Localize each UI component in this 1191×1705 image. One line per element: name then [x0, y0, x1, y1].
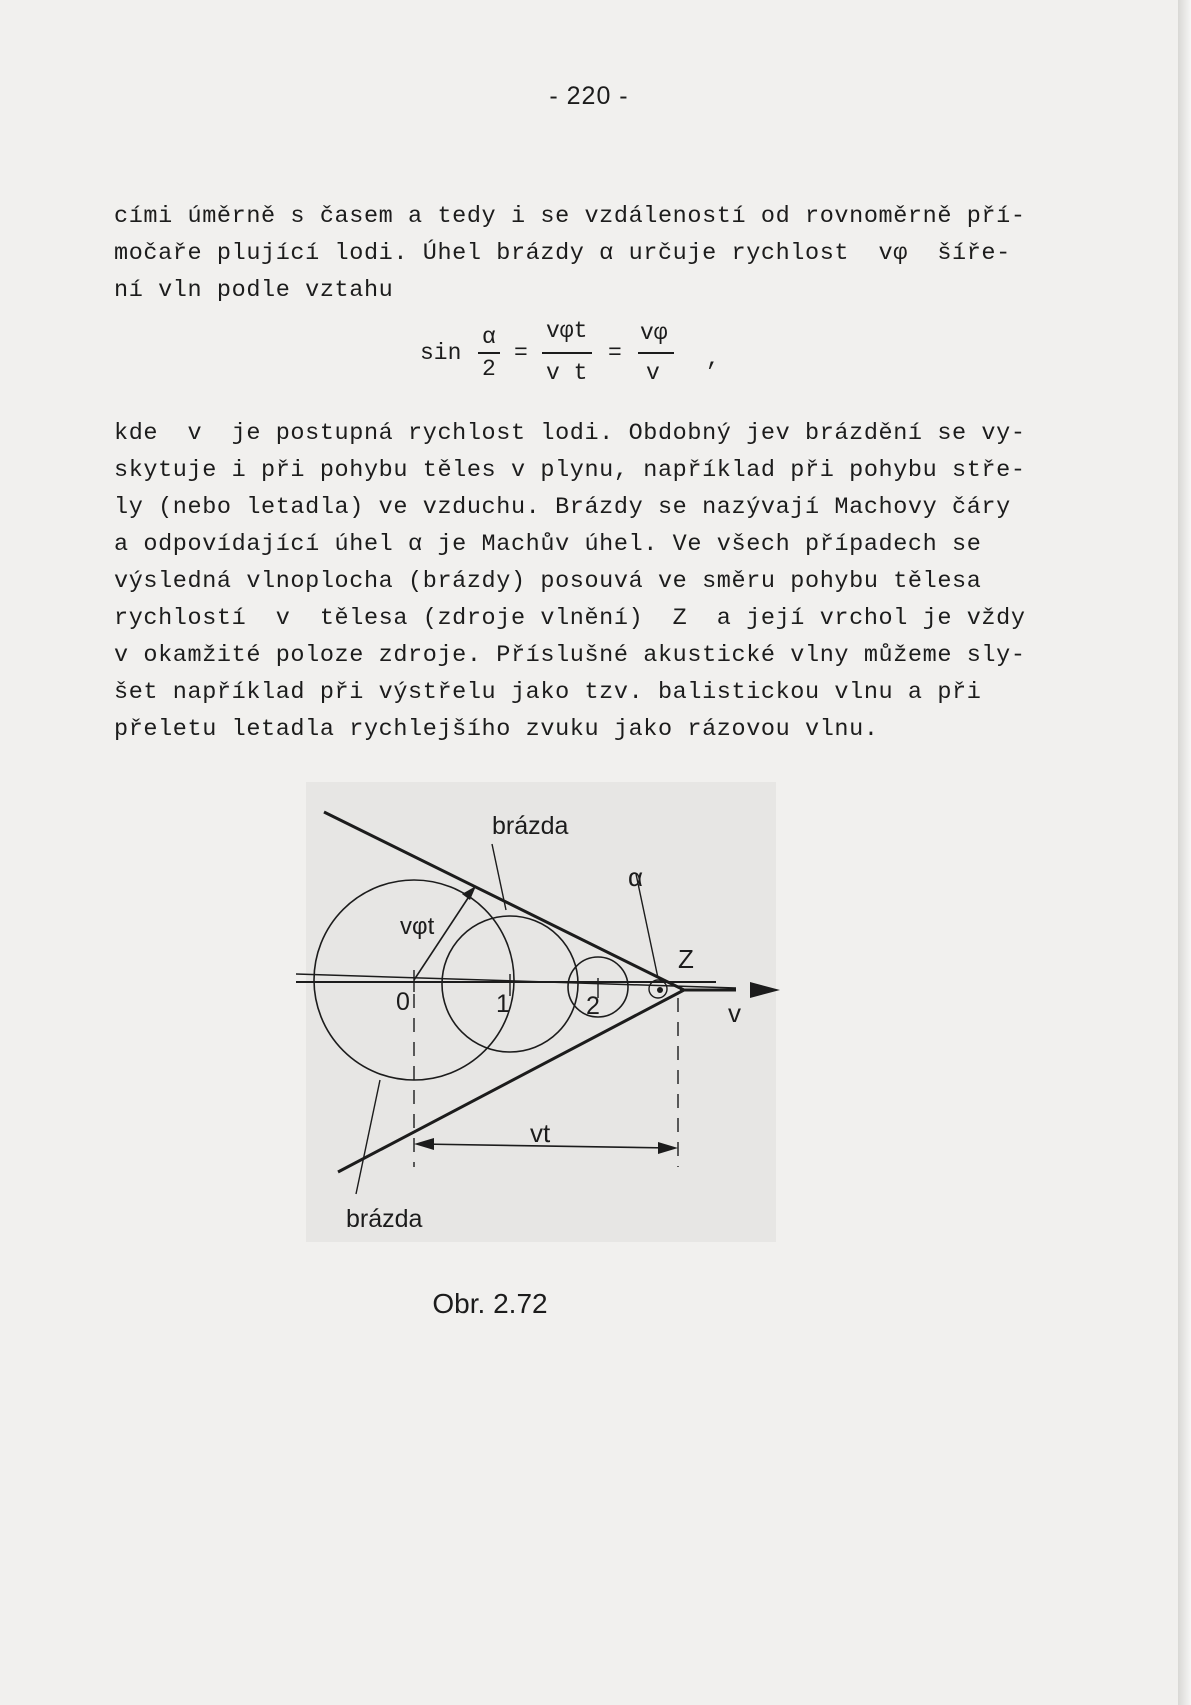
label-brazda-top: brázda — [492, 812, 569, 840]
text-line: močaře plující lodi. Úhel brázdy α určuje rychlost vφ šíře- — [114, 240, 1011, 267]
fraction-bar — [542, 352, 592, 354]
mach-cone-diagram — [296, 782, 816, 1252]
figure-background — [306, 782, 776, 1242]
formula-eq2: = — [608, 340, 622, 366]
formula-eq1: = — [514, 340, 528, 366]
fraction-bar — [638, 352, 674, 354]
formula-num1: vφt — [546, 318, 588, 344]
page-number: - 220 - — [549, 82, 629, 110]
text-line: a odpovídající úhel α je Machův úhel. Ve všech případech se — [114, 531, 982, 558]
formula-comma: , — [706, 346, 720, 372]
fraction-bar — [478, 352, 500, 354]
text-line: v okamžité poloze zdroje. Příslušné akustické vlny můžeme sly- — [114, 642, 1026, 669]
text-line: skytuje i při pohybu těles v plynu, například při pohybu stře- — [114, 457, 1026, 484]
page-edge — [1178, 0, 1191, 1705]
label-2: 2 — [586, 992, 600, 1020]
formula-den2: v — [646, 360, 660, 386]
text-line: cími úměrně s časem a tedy i se vzdáleností od rovnoměrně pří- — [114, 203, 1026, 230]
label-alpha: α — [628, 862, 644, 892]
label-1: 1 — [496, 990, 510, 1018]
source-point — [657, 987, 663, 993]
text-line: výsledná vlnoplocha (brázdy) posouvá ve směru pohybu tělesa — [114, 568, 982, 595]
label-v: v — [728, 998, 741, 1028]
formula-num2: vφ — [640, 320, 668, 346]
text-line: přeletu letadla rychlejšího zvuku jako rázovou vlnu. — [114, 716, 879, 743]
label-0: 0 — [396, 988, 410, 1016]
formula-den1: v t — [546, 360, 588, 386]
label-z: Z — [678, 944, 694, 974]
text-line: ly (nebo letadla) ve vzduchu. Brázdy se nazývají Machovy čáry — [114, 494, 1011, 521]
text-line: rychlostí v tělesa (zdroje vlnění) Z a její vrchol je vždy — [114, 605, 1026, 632]
text-line: ní vln podle vztahu — [114, 277, 394, 304]
formula-two: 2 — [482, 356, 496, 382]
formula-alpha: α — [482, 324, 496, 350]
formula-sin: sin — [420, 340, 462, 366]
text-line: šet například při výstřelu jako tzv. balistickou vlnu a při — [114, 679, 982, 706]
label-brazda-bottom: brázda — [346, 1205, 423, 1233]
sine-formula — [420, 318, 740, 398]
label-vphit: vφt — [400, 913, 435, 940]
label-vt: vt — [530, 1118, 551, 1148]
text-line: kde v je postupná rychlost lodi. Obdobný jev brázdění se vy- — [114, 420, 1026, 447]
figure-caption: Obr. 2.72 — [432, 1288, 548, 1319]
